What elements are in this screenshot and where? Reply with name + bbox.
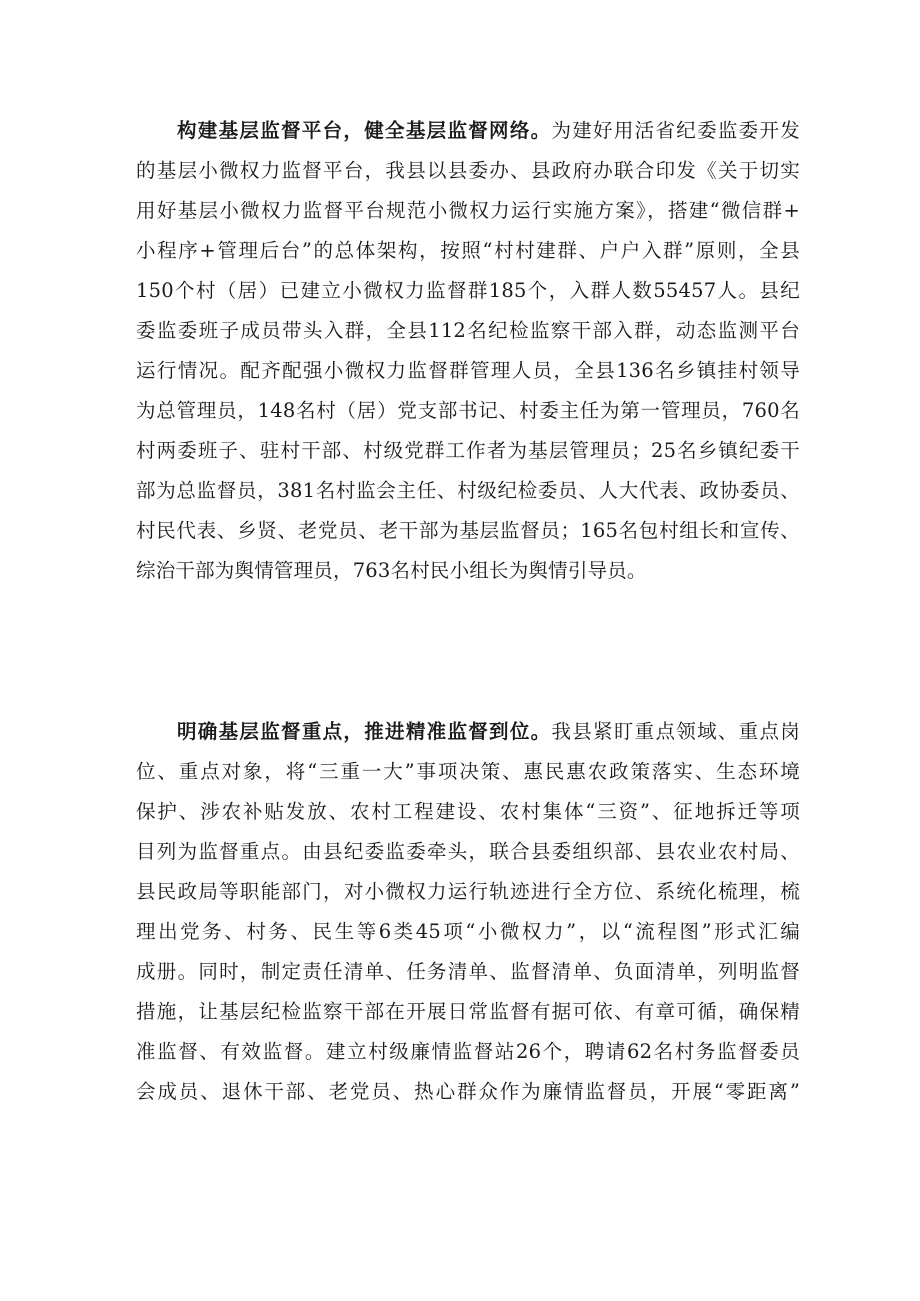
paragraph-line: 措施，让基层纪检监察干部在开展日常监督有据可依、有章可循，确保精 [136,1000,800,1023]
line-text: 为建好用活省纪委监委开发 [551,119,800,142]
paragraph-line: 运行情况。配齐配强小微权力监督群管理人员，全县136名乡镇挂村领导 [136,359,800,382]
paragraph-line: 综治干部为舆情管理员，763名村民小组长为舆情引导员。 [136,559,647,582]
paragraph-line: 位、重点对象，将“三重一大”事项决策、惠民惠农政策落实、生态环境 [136,760,800,783]
paragraph-line: 准监督、有效监督。建立村级廉情监督站26个，聘请62名村务监督委员 [136,1040,800,1063]
paragraph-line: 部为总监督员，381名村监会主任、村级纪检委员、人大代表、政协委员、 [136,479,800,502]
paragraph-line: 150个村（居）已建立小微权力监督群185个，入群人数55457人。县纪 [136,279,800,302]
paragraph-line: 会成员、退休干部、老党员、热心群众作为廉情监督员，开展“零距离” [136,1080,800,1103]
paragraph-line: 的基层小微权力监督平台，我县以县委办、县政府办联合印发《关于切实 [136,159,800,182]
paragraph-line: 小程序+管理后台”的总体架构，按照“村村建群、户户入群”原则，全县 [136,239,800,262]
paragraph-supervision-focus [136,712,800,1112]
line-text: 我县紧盯重点领域、重点岗 [551,720,800,743]
paragraph-line [136,111,800,151]
paragraph-line: 为总管理员，148名村（居）党支部书记、村委主任为第一管理员，760名 [136,399,800,422]
paragraph-line: 理出党务、村务、民生等6类45项“小微权力”，以“流程图”形式汇编 [136,920,800,943]
paragraph-line: 村民代表、乡贤、老党员、老干部为基层监督员；165名包村组长和宣传、 [136,519,800,542]
paragraph-line: 成册。同时，制定责任清单、任务清单、监督清单、负面清单，列明监督 [136,960,800,983]
paragraph-line: 村两委班子、驻村干部、村级党群工作者为基层管理员；25名乡镇纪委干 [136,439,800,462]
paragraph-line: 保护、涉农补贴发放、农村工程建设、农村集体“三资”、征地拆迁等项 [136,800,800,823]
paragraph-line [136,712,800,752]
paragraph-line: 目列为监督重点。由县纪委监委牵头，联合县委组织部、县农业农村局、 [136,840,800,863]
paragraph-heading: 构建基层监督平台，健全基层监督网络。 [177,119,552,142]
paragraph-supervision-platform [136,111,800,591]
paragraph-heading: 明确基层监督重点，推进精准监督到位。 [177,720,552,743]
paragraph-line: 委监委班子成员带头入群，全县112名纪检监察干部入群，动态监测平台 [136,319,800,342]
paragraph-line: 用好基层小微权力监督平台规范小微权力运行实施方案》，搭建“微信群+ [136,199,800,222]
paragraph-line: 县民政局等职能部门，对小微权力运行轨迹进行全方位、系统化梳理，梳 [136,880,800,903]
